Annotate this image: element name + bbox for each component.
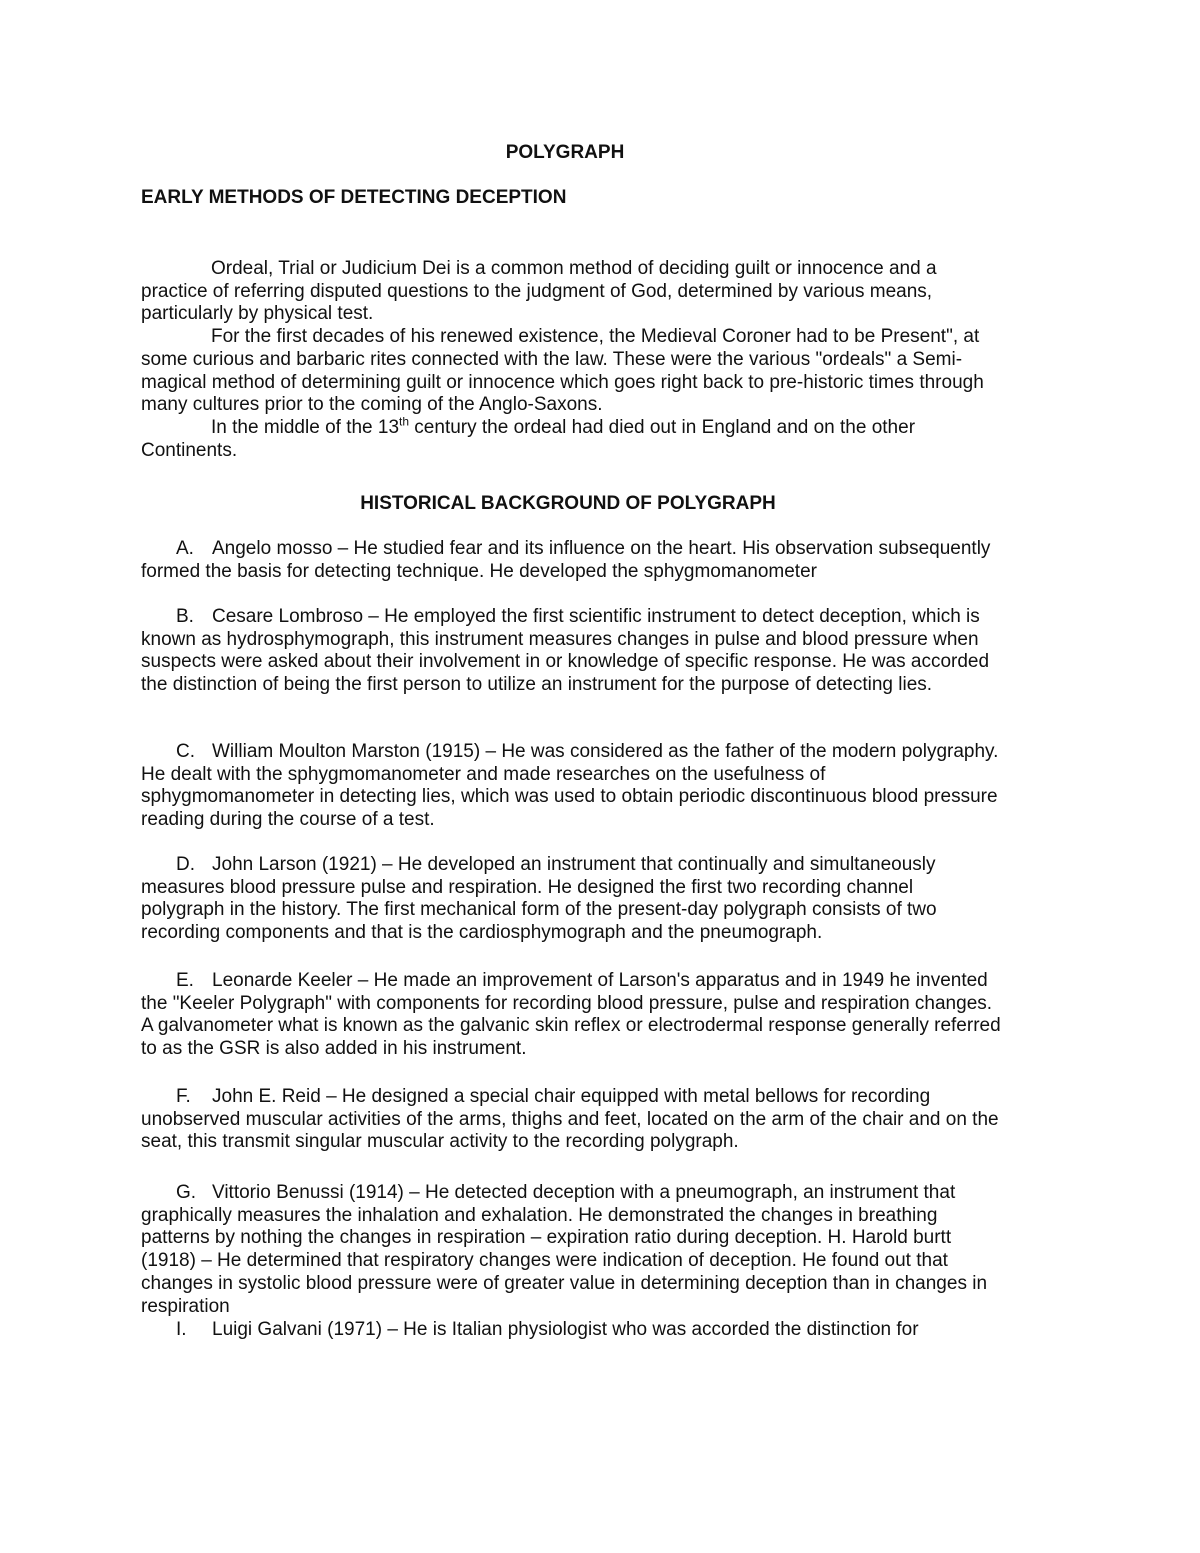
list-item-g	[141, 1182, 1001, 1318]
list-item-text: Luigi Galvani (1971) – He is Italian physiologist who was accorded the distinction for	[212, 1319, 919, 1340]
intro-paragraph-3-before: In the middle of the 13	[211, 416, 400, 438]
intro-paragraph-2: For the first decades of his renewed existence, the Medieval Coroner had to be Present", at some curious and barbaric rites connected with the law. These were the various "ordeals" a Semi-magical method of determining guilt or innocence which goes right back to pre-historic times through many cultures prior to the coming of the Anglo-Saxons.	[141, 326, 984, 416]
list-item-label: C.	[176, 741, 195, 762]
list-item-i	[141, 1319, 1001, 1342]
list-item-text: William Moulton Marston (1915) – He was considered as the father of the modern polygraphy. He dealt with the sphygmomanometer and made researches on the usefulness of sphygmomanometer in detecting lies, which was used to obtain periodic discontinuous blood pressure reading during the course of a test.	[141, 741, 999, 831]
list-item-text: John E. Reid – He designed a special chair equipped with metal bellows for recording unobserved muscular activities of the arms, thighs and feet, located on the arm of the chair and on the seat, this transmit singular muscular activity to the recording polygraph.	[141, 1086, 999, 1153]
list-item-label: E.	[176, 970, 194, 991]
ordinal-superscript: th	[399, 414, 410, 429]
list-item-label: D.	[176, 854, 195, 875]
list-item-d	[141, 854, 1001, 945]
intro-paragraph-3	[141, 414, 1001, 462]
section-heading-historical-background: HISTORICAL BACKGROUND OF POLYGRAPH	[360, 493, 776, 514]
section-heading-early-methods: EARLY METHODS OF DETECTING DECEPTION	[141, 187, 567, 208]
list-item-e	[141, 970, 1001, 1061]
list-item-b	[141, 606, 1001, 697]
list-item-text: Leonarde Keeler – He made an improvement of Larson's apparatus and in 1949 he invented the "Keeler Polygraph" with components for recording blood pressure, pulse and respiration changes. A galvanometer what is known as the galvanic skin reflex or electrodermal response generally referred to as the GSR is also added in his instrument.	[141, 970, 1001, 1060]
list-item-label: A.	[176, 538, 194, 559]
list-item-a	[141, 538, 1001, 583]
list-item-label: B.	[176, 606, 194, 627]
list-item-label: G.	[176, 1182, 197, 1203]
intro-paragraph-1: Ordeal, Trial or Judicium Dei is a common method of deciding guilt or innocence and a practice of referring disputed questions to the judgment of God, determined by various means, particularly by physical test.	[141, 258, 937, 325]
list-item-label: F.	[176, 1086, 191, 1107]
list-item-text: Angelo mosso – He studied fear and its influence on the heart. His observation subsequently formed the basis for detecting technique. He developed the sphygmomanometer	[141, 538, 991, 582]
list-item-text: John Larson (1921) – He developed an instrument that continually and simultaneously measures blood pressure pulse and respiration. He designed the first two recording channel polygraph in the history. The first mechanical form of the present-day polygraph consists of two recording components and that is the cardiosphymograph and the pneumograph.	[141, 854, 937, 944]
intro-paragraph-3-after: century the ordeal had died out in England and on the other Continents.	[141, 416, 916, 461]
list-item-label: I.	[176, 1319, 187, 1340]
list-item-f	[141, 1086, 1001, 1154]
list-item-text: Cesare Lombroso – He employed the first scientific instrument to detect deception, which is known as hydrosphymograph, this instrument measures changes in pulse and blood pressure when suspects were asked about their involvement in or knowledge of specific response. He was accorded the distinction of being the first person to utilize an instrument for the purpose of detecting lies.	[141, 606, 990, 696]
list-item-c	[141, 741, 1001, 832]
document-title: POLYGRAPH	[505, 142, 625, 163]
intro-section	[141, 258, 1001, 462]
list-item-text: Vittorio Benussi (1914) – He detected deception with a pneumograph, an instrument that graphically measures the inhalation and exhalation. He demonstrated the changes in breathing patterns by nothing the changes in respiration – expiration ratio during deception. H. Harold burtt (1918) – He determined that respiratory changes were indication of deception. He found out that changes in systolic blood pressure were of greater value in determining deception than in changes in respiration	[141, 1182, 988, 1317]
